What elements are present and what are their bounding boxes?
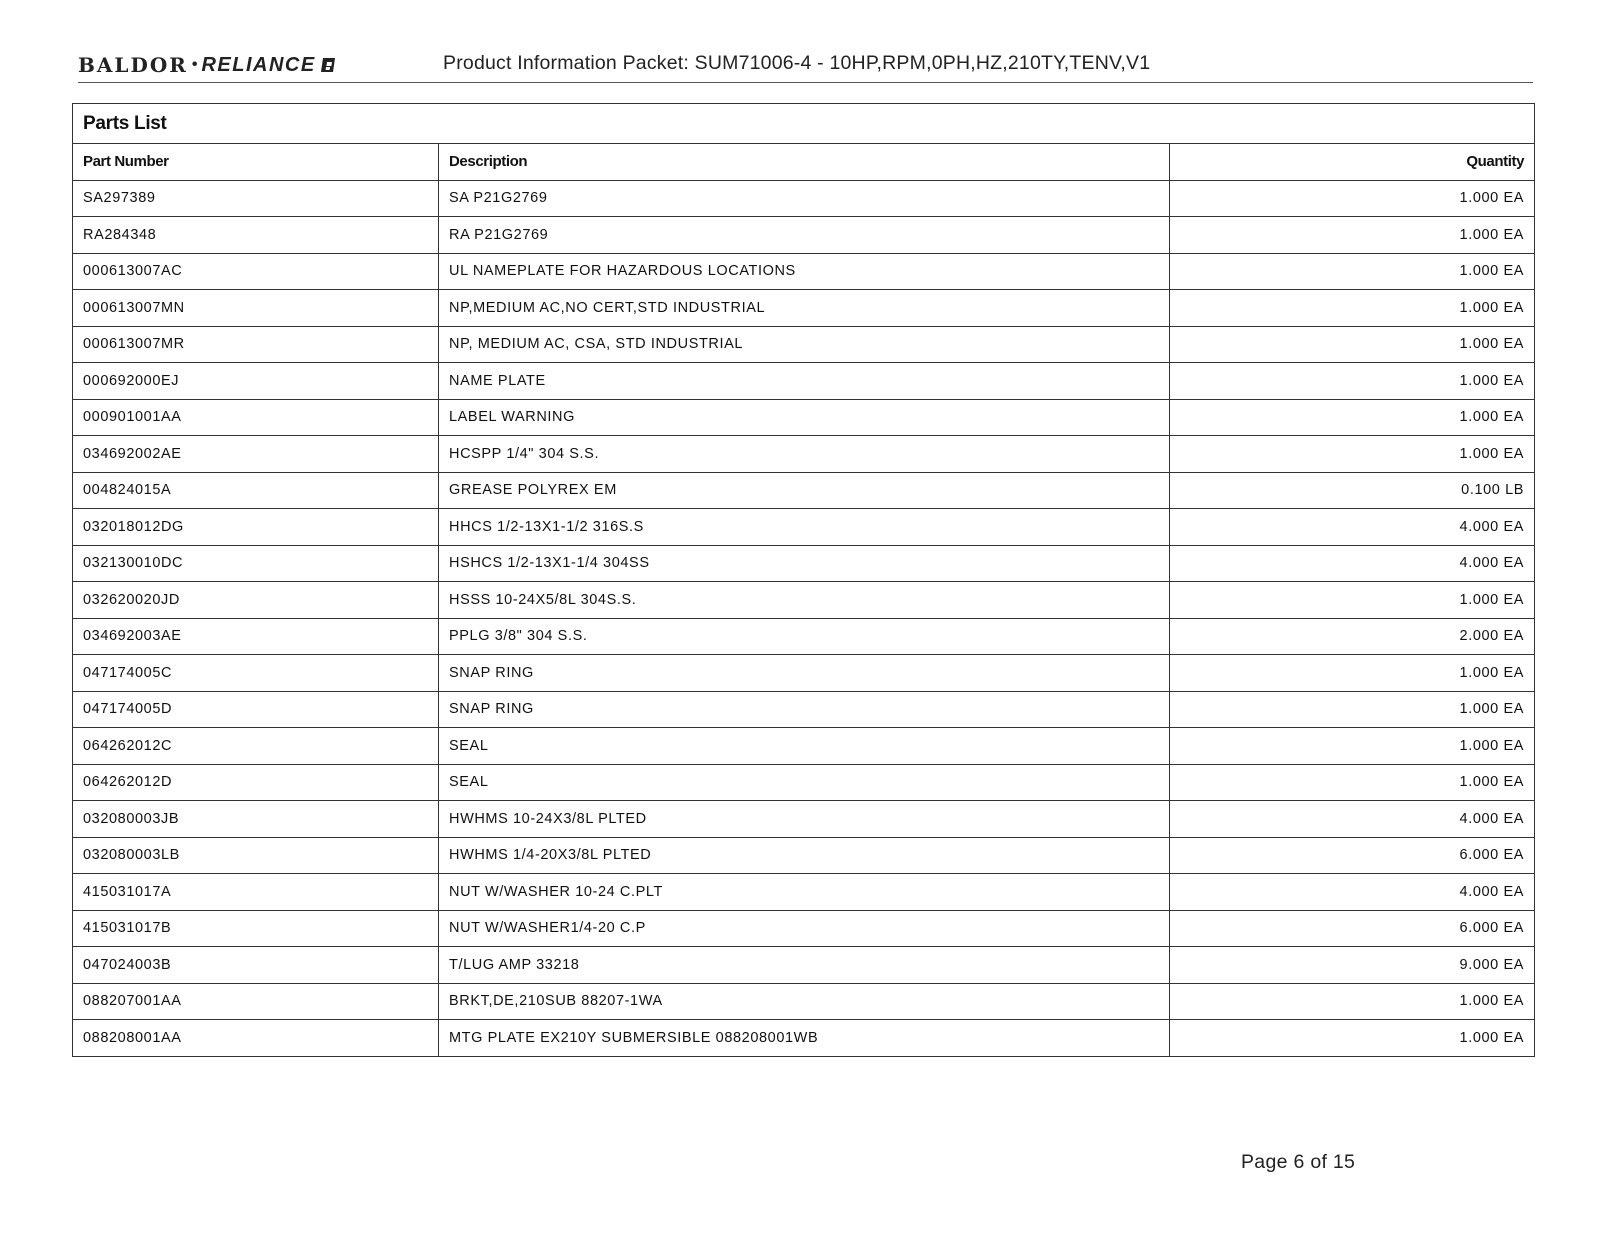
table-row [73,618,1535,655]
quantity-cell: 0.100 LB [1170,472,1535,509]
part-number-cell: 034692003AE [73,618,439,655]
logo-baldor-text: BALDOR [78,53,188,77]
table-row [73,399,1535,436]
quantity-cell: 1.000 EA [1170,1020,1535,1057]
parts-table-body [73,180,1535,1056]
table-row [73,436,1535,473]
table-row [73,910,1535,947]
table-row [73,509,1535,546]
part-number-cell: 000613007MN [73,290,439,327]
quantity-cell: 4.000 EA [1170,801,1535,838]
quantity-cell: 2.000 EA [1170,618,1535,655]
description-cell: SEAL [439,764,1170,801]
table-row [73,947,1535,984]
page-title: Product Information Packet: SUM71006-4 - 10HP,RPM,0PH,HZ,210TY,TENV,V1 [443,52,1151,74]
part-number-cell: 032130010DC [73,545,439,582]
quantity-cell: 1.000 EA [1170,764,1535,801]
table-row [73,837,1535,874]
part-number-cell: 047024003B [73,947,439,984]
part-number-cell: 064262012D [73,764,439,801]
part-number-cell: 000613007MR [73,326,439,363]
description-cell: HCSPP 1/4" 304 S.S. [439,436,1170,473]
brand-logo [78,54,336,76]
column-header-part-number: Part Number [73,144,439,181]
description-cell: SNAP RING [439,691,1170,728]
table-header-row [73,144,1535,181]
table-row [73,253,1535,290]
quantity-cell: 4.000 EA [1170,509,1535,546]
description-cell: HWHMS 1/4-20X3/8L PLTED [439,837,1170,874]
page-number: Page 6 of 15 [1241,1151,1356,1173]
table-title-row [73,104,1535,144]
page-header [78,52,1533,83]
logo-separator: • [191,56,198,73]
quantity-cell: 1.000 EA [1170,655,1535,692]
quantity-cell: 1.000 EA [1170,326,1535,363]
description-cell: UL NAMEPLATE FOR HAZARDOUS LOCATIONS [439,253,1170,290]
table-row [73,472,1535,509]
quantity-cell: 1.000 EA [1170,691,1535,728]
part-number-cell: SA297389 [73,180,439,217]
part-number-cell: 047174005D [73,691,439,728]
quantity-cell: 1.000 EA [1170,217,1535,254]
column-header-quantity: Quantity [1170,144,1535,181]
description-cell: LABEL WARNING [439,399,1170,436]
table-row [73,874,1535,911]
table-row [73,582,1535,619]
quantity-cell: 6.000 EA [1170,910,1535,947]
table-row [73,545,1535,582]
part-number-cell: 047174005C [73,655,439,692]
description-cell: NP,MEDIUM AC,NO CERT,STD INDUSTRIAL [439,290,1170,327]
description-cell: HHCS 1/2-13X1-1/2 316S.S [439,509,1170,546]
part-number-cell: 034692002AE [73,436,439,473]
description-cell: GREASE POLYREX EM [439,472,1170,509]
quantity-cell: 1.000 EA [1170,363,1535,400]
part-number-cell: 088208001AA [73,1020,439,1057]
table-row [73,326,1535,363]
description-cell: HSHCS 1/2-13X1-1/4 304SS [439,545,1170,582]
part-number-cell: 088207001AA [73,983,439,1020]
description-cell: SA P21G2769 [439,180,1170,217]
description-cell: NUT W/WASHER 10-24 C.PLT [439,874,1170,911]
parts-list-title: Parts List [73,104,1535,144]
quantity-cell: 9.000 EA [1170,947,1535,984]
table-row [73,363,1535,400]
quantity-cell: 1.000 EA [1170,728,1535,765]
part-number-cell: 415031017A [73,874,439,911]
description-cell: T/LUG AMP 33218 [439,947,1170,984]
column-header-description: Description [439,144,1170,181]
description-cell: NAME PLATE [439,363,1170,400]
description-cell: PPLG 3/8" 304 S.S. [439,618,1170,655]
part-number-cell: RA284348 [73,217,439,254]
reliance-mark-icon [320,57,336,73]
description-cell: HSSS 10-24X5/8L 304S.S. [439,582,1170,619]
part-number-cell: 032620020JD [73,582,439,619]
table-row [73,691,1535,728]
table-row [73,728,1535,765]
part-number-cell: 064262012C [73,728,439,765]
table-row [73,1020,1535,1057]
table-row [73,983,1535,1020]
quantity-cell: 4.000 EA [1170,874,1535,911]
quantity-cell: 1.000 EA [1170,436,1535,473]
description-cell: HWHMS 10-24X3/8L PLTED [439,801,1170,838]
description-cell: NUT W/WASHER1/4-20 C.P [439,910,1170,947]
table-row [73,655,1535,692]
part-number-cell: 000901001AA [73,399,439,436]
description-cell: SNAP RING [439,655,1170,692]
quantity-cell: 1.000 EA [1170,983,1535,1020]
part-number-cell: 032080003JB [73,801,439,838]
table-row [73,180,1535,217]
part-number-cell: 415031017B [73,910,439,947]
quantity-cell: 4.000 EA [1170,545,1535,582]
table-row [73,801,1535,838]
description-cell: BRKT,DE,210SUB 88207-1WA [439,983,1170,1020]
quantity-cell: 6.000 EA [1170,837,1535,874]
quantity-cell: 1.000 EA [1170,290,1535,327]
table-row [73,217,1535,254]
quantity-cell: 1.000 EA [1170,582,1535,619]
quantity-cell: 1.000 EA [1170,180,1535,217]
part-number-cell: 000613007AC [73,253,439,290]
part-number-cell: 032018012DG [73,509,439,546]
description-cell: NP, MEDIUM AC, CSA, STD INDUSTRIAL [439,326,1170,363]
description-cell: SEAL [439,728,1170,765]
part-number-cell: 032080003LB [73,837,439,874]
description-cell: RA P21G2769 [439,217,1170,254]
quantity-cell: 1.000 EA [1170,399,1535,436]
part-number-cell: 000692000EJ [73,363,439,400]
table-row [73,764,1535,801]
description-cell: MTG PLATE EX210Y SUBMERSIBLE 088208001WB [439,1020,1170,1057]
logo-reliance-text: RELIANCE [201,53,316,76]
quantity-cell: 1.000 EA [1170,253,1535,290]
part-number-cell: 004824015A [73,472,439,509]
table-row [73,290,1535,327]
parts-list-table [72,103,1535,1057]
